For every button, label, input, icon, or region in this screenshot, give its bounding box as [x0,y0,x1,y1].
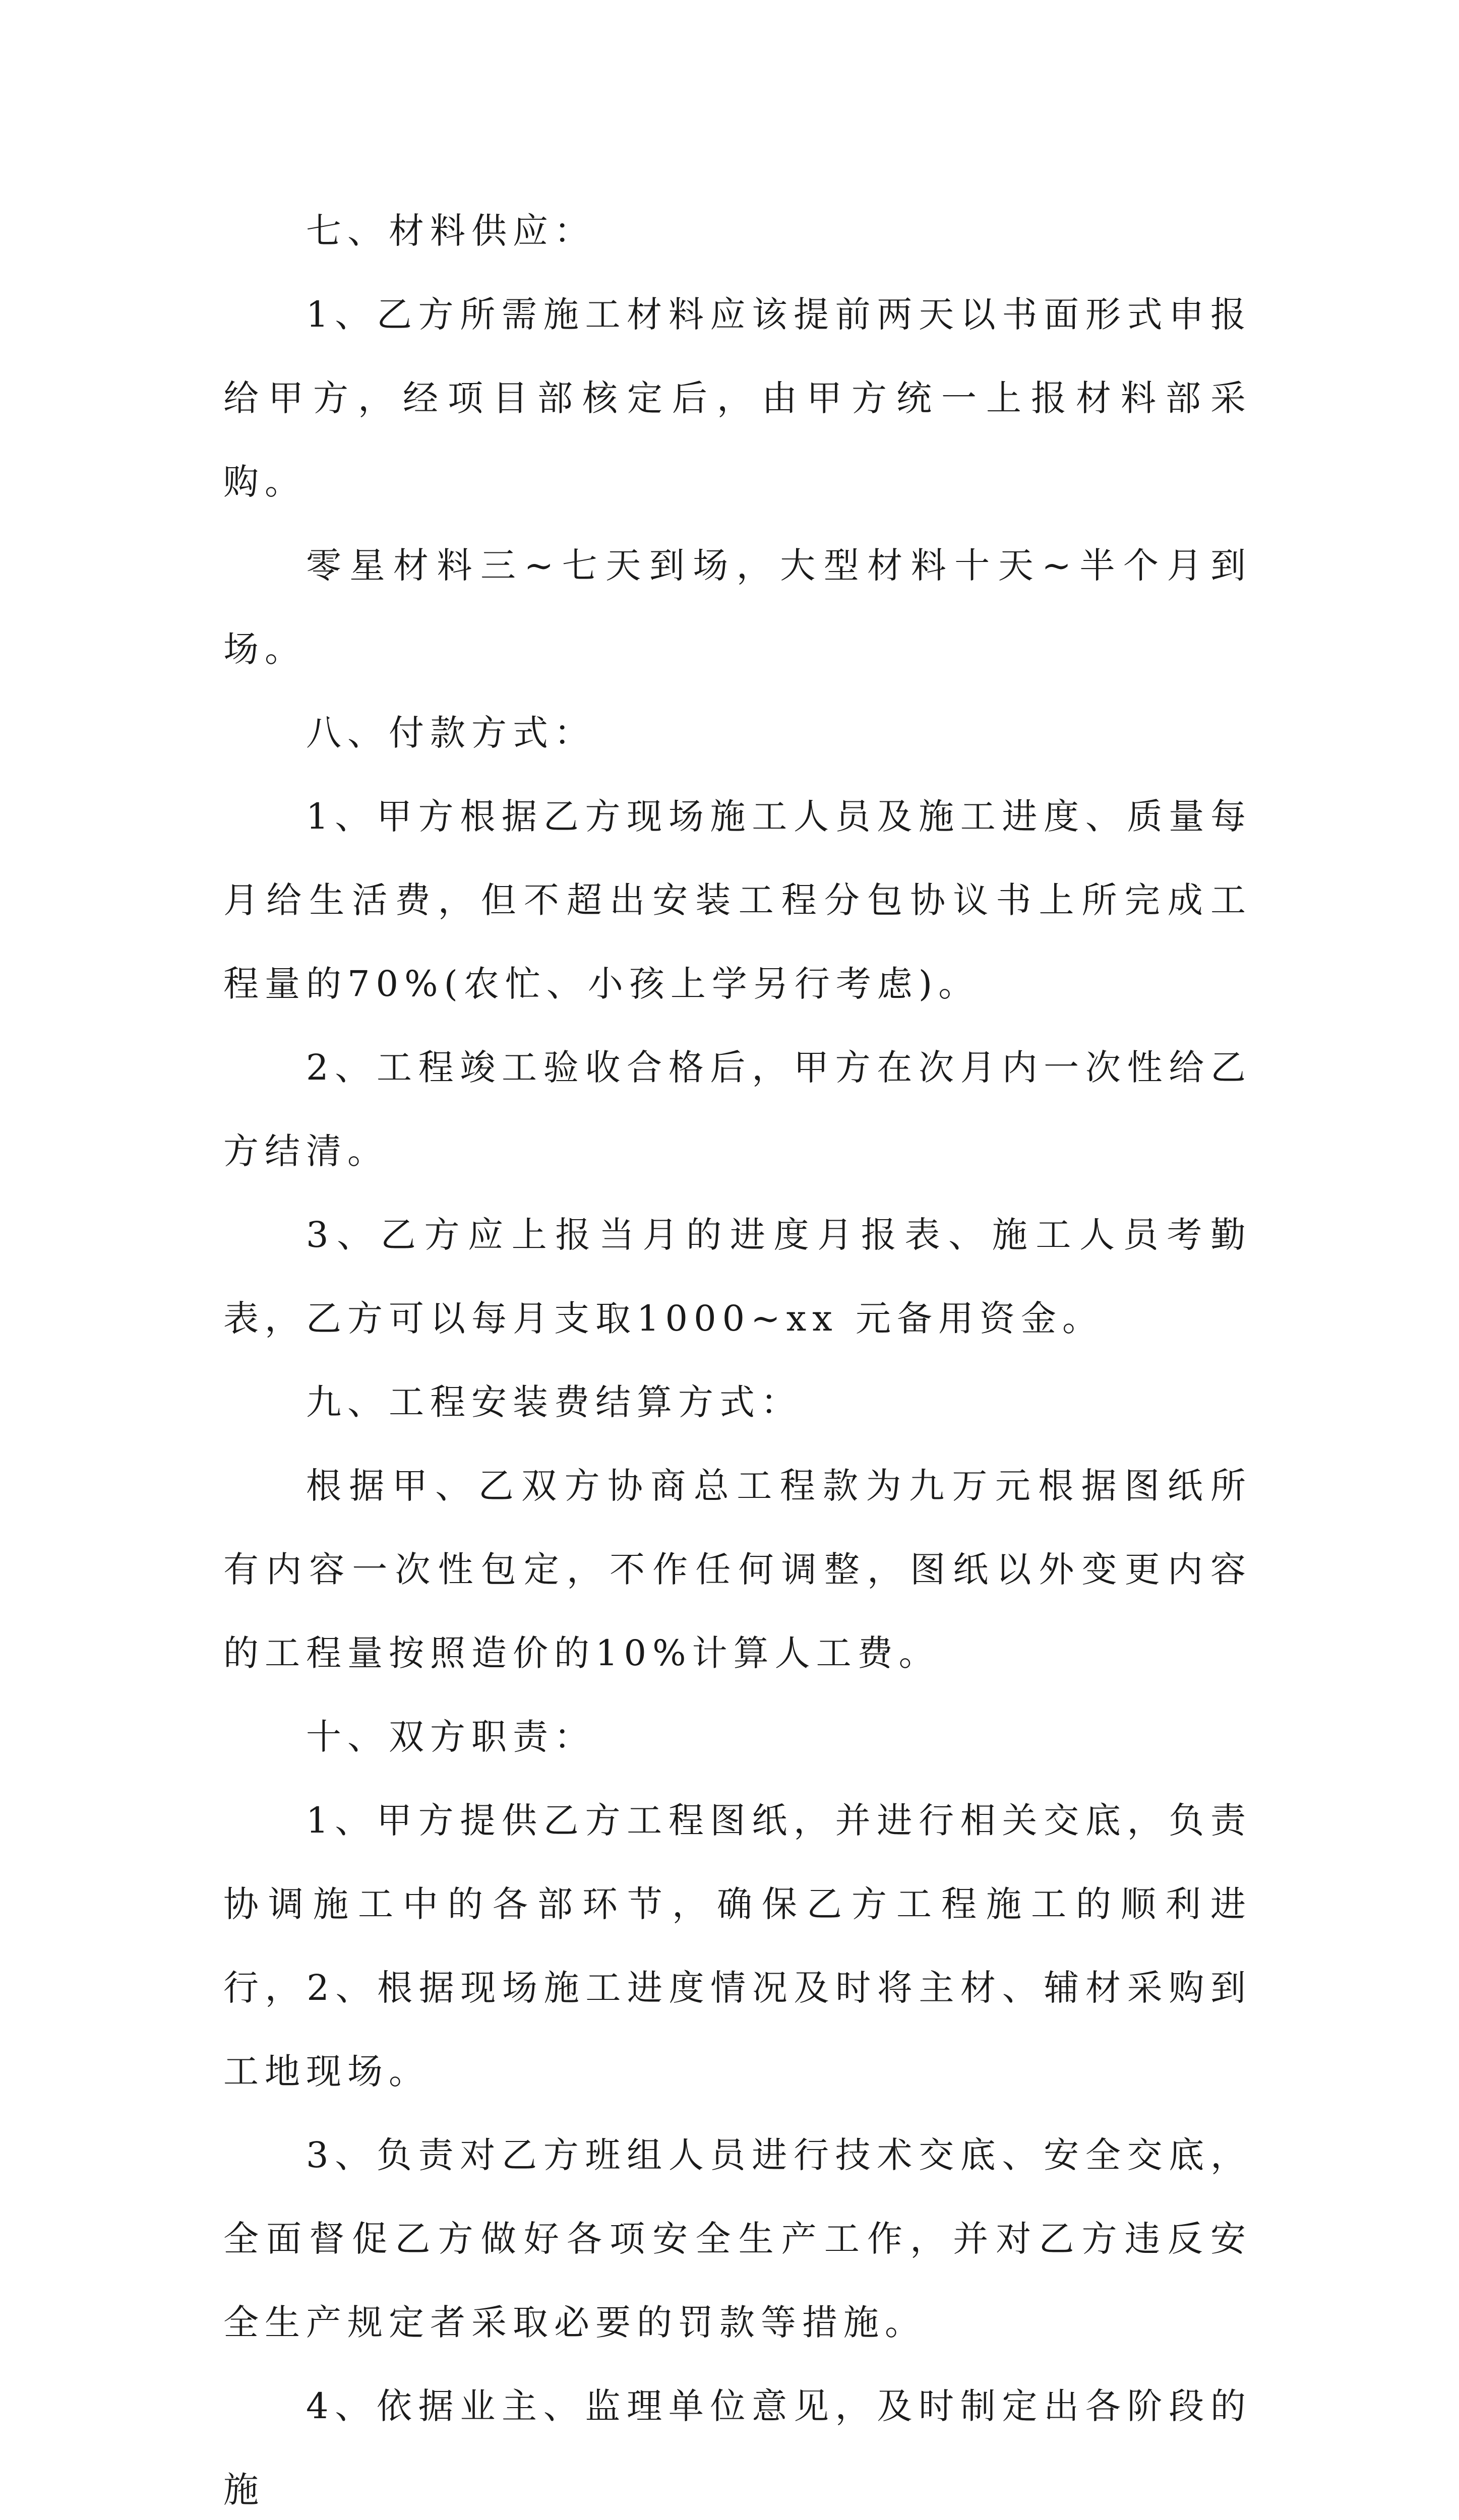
paragraph: 3、乙方应上报当月的进度月报表、施工人员考勤表，乙方可以每月支取1000~xx 元备用资金。 [223,1214,1252,1339]
section-heading-payment: 八、付款方式： [306,712,595,753]
document-body [223,189,1252,2520]
section-heading-responsibilities: 十、双方职责： [306,1716,595,1757]
paragraph: 1、甲方根据乙方现场施工人员及施工进度、质量每月给生活费，但不超出安装工程分包协议书上所完成工程量的70%(农忙、小孩上学另行考虑)。 [223,796,1252,1004]
section-heading-materials: 七、材料供应： [306,210,595,251]
paragraph: 1、甲方提供乙方工程图纸，并进行相关交底，负责协调施工中的各部环节，确保乙方工程施工的顺利进行，2、根据现场施工进度情况及时将主材、辅材采购到工地现场。 [223,1800,1252,2092]
paragraph: 4、依据业主、监理单位意见，及时制定出各阶段的施 [223,2385,1252,2510]
paragraph: 根据甲、乙双方协商总工程款为九万元根据图纸所有内容一次性包定，不作任何调整，图纸以外变更内容的工程量按照造价的10%计算人工费。 [223,1465,1252,1674]
paragraph: 零星材料三~七天到场，大型材料十天~半个月到场。 [223,545,1252,670]
paragraph: 1、乙方所需施工材料应该提前两天以书面形式申报给甲方，经项目部核定后，由甲方统一上报材料部采购。 [223,294,1252,502]
paragraph: 3、负责对乙方班组人员进行技术交底、安全交底，全面督促乙方做好各项安全生产工作，并对乙方违反安全生产规定者采取必要的罚款等措施。 [223,2134,1252,2343]
section-heading-settlement: 九、工程安装费结算方式： [306,1381,802,1423]
paragraph: 2、工程竣工验收合格后，甲方在次月内一次性给乙方结清。 [223,1047,1252,1172]
